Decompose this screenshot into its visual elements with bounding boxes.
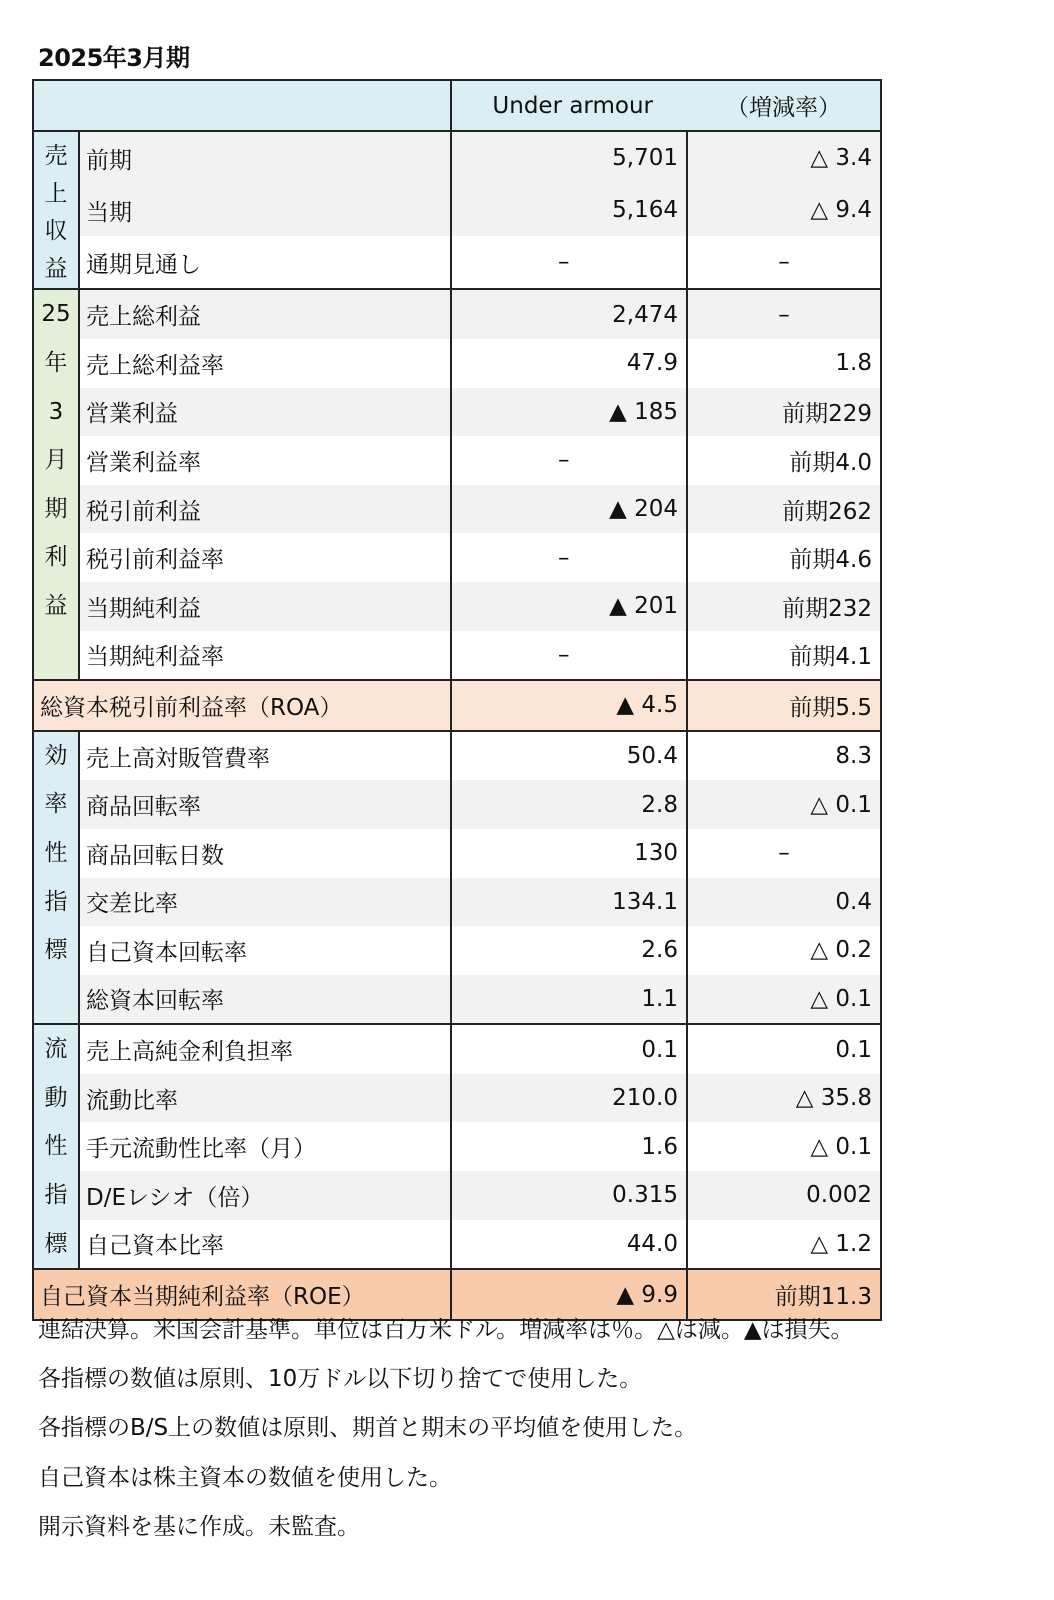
row-label: 手元流動性比率（月） bbox=[79, 1122, 451, 1171]
row-change: – bbox=[687, 289, 881, 339]
row-change: 前期232 bbox=[687, 582, 881, 631]
row-label: 交差比率 bbox=[79, 878, 451, 927]
row-label: 商品回転率 bbox=[79, 780, 451, 829]
row-change: △ 0.1 bbox=[687, 780, 881, 829]
row-label: 売上高純金利負担率 bbox=[79, 1024, 451, 1074]
row-change: – bbox=[687, 829, 881, 878]
row-value: 210.0 bbox=[451, 1074, 687, 1123]
section-label-revenue: 売 上 収 益 bbox=[33, 131, 79, 289]
row-value: 5,701 bbox=[451, 131, 687, 184]
table-row bbox=[33, 485, 881, 534]
table-row bbox=[33, 926, 881, 975]
row-change: △ 0.2 bbox=[687, 926, 881, 975]
row-value: – bbox=[451, 533, 687, 582]
table-row bbox=[33, 1122, 881, 1171]
row-change: 前期4.6 bbox=[687, 533, 881, 582]
roe-label: 自己資本当期純利益率（ROE） bbox=[33, 1269, 451, 1320]
row-change: 0.002 bbox=[687, 1171, 881, 1220]
row-label: 通期見通し bbox=[79, 236, 451, 289]
row-label: 税引前利益 bbox=[79, 485, 451, 534]
row-value: 130 bbox=[451, 829, 687, 878]
row-value: ▲ 185 bbox=[451, 388, 687, 437]
row-change: 前期229 bbox=[687, 388, 881, 437]
footnote: 開示資料を基に作成。未監査。 bbox=[38, 1513, 360, 1540]
table-row bbox=[33, 582, 881, 631]
row-value: 47.9 bbox=[451, 339, 687, 388]
table-row bbox=[33, 1074, 881, 1123]
row-label: 当期純利益率 bbox=[79, 631, 451, 681]
row-label: 営業利益 bbox=[79, 388, 451, 437]
table-row bbox=[33, 289, 881, 339]
row-value: 2.6 bbox=[451, 926, 687, 975]
table-row bbox=[33, 339, 881, 388]
row-value: ▲ 204 bbox=[451, 485, 687, 534]
financial-table bbox=[32, 79, 882, 1321]
roa-label: 総資本税引前利益率（ROA） bbox=[33, 680, 451, 731]
row-label: 自己資本回転率 bbox=[79, 926, 451, 975]
header-change: （増減率） bbox=[687, 80, 881, 131]
table-row bbox=[33, 184, 881, 236]
row-change: △ 3.4 bbox=[687, 131, 881, 184]
row-change: 前期4.1 bbox=[687, 631, 881, 681]
footnote: 連結決算。米国会計基準。単位は百万米ドル。増減率は％。△は減。▲は損失。 bbox=[38, 1317, 854, 1343]
row-label: D/Eレシオ（倍） bbox=[79, 1171, 451, 1220]
row-value: 2.8 bbox=[451, 780, 687, 829]
table-row bbox=[33, 780, 881, 829]
row-value: 50.4 bbox=[451, 731, 687, 781]
row-value: 0.1 bbox=[451, 1024, 687, 1074]
row-change: 0.1 bbox=[687, 1024, 881, 1074]
table-row bbox=[33, 1220, 881, 1270]
table-row bbox=[33, 829, 881, 878]
row-value: 2,474 bbox=[451, 289, 687, 339]
row-change: – bbox=[687, 236, 881, 289]
row-label: 自己資本比率 bbox=[79, 1220, 451, 1270]
row-label: 前期 bbox=[79, 131, 451, 184]
header-company: Under armour bbox=[451, 80, 687, 131]
row-change: 前期4.0 bbox=[687, 436, 881, 485]
table-row bbox=[33, 1171, 881, 1220]
roa-value: ▲ 4.5 bbox=[451, 680, 687, 731]
row-value: ▲ 201 bbox=[451, 582, 687, 631]
row-label: 当期 bbox=[79, 184, 451, 236]
row-change: 8.3 bbox=[687, 731, 881, 781]
row-label: 税引前利益率 bbox=[79, 533, 451, 582]
roa-change: 前期5.5 bbox=[687, 680, 881, 731]
row-label: 総資本回転率 bbox=[79, 975, 451, 1025]
roa-row bbox=[33, 680, 881, 731]
row-label: 商品回転日数 bbox=[79, 829, 451, 878]
table-row bbox=[33, 631, 881, 681]
row-value: – bbox=[451, 631, 687, 681]
row-label: 売上総利益 bbox=[79, 289, 451, 339]
table-row bbox=[33, 436, 881, 485]
row-value: 1.6 bbox=[451, 1122, 687, 1171]
row-label: 売上高対販管費率 bbox=[79, 731, 451, 781]
row-value: – bbox=[451, 436, 687, 485]
row-change: △ 0.1 bbox=[687, 975, 881, 1025]
table-row bbox=[33, 1024, 881, 1074]
row-value: 44.0 bbox=[451, 1220, 687, 1270]
section-label-profit: 25 年 3 月 期 利 益 bbox=[33, 289, 79, 680]
row-label: 営業利益率 bbox=[79, 436, 451, 485]
row-change: △ 9.4 bbox=[687, 184, 881, 236]
row-change: △ 35.8 bbox=[687, 1074, 881, 1123]
row-label: 当期純利益 bbox=[79, 582, 451, 631]
row-value: 5,164 bbox=[451, 184, 687, 236]
footnote: 各指標の数値は原則、10万ドル以下切り捨てで使用した。 bbox=[38, 1366, 643, 1393]
row-value: 134.1 bbox=[451, 878, 687, 927]
header-blank-cell bbox=[33, 80, 451, 131]
table-row bbox=[33, 533, 881, 582]
table-row bbox=[33, 388, 881, 437]
page-title: 2025年3月期 bbox=[38, 44, 190, 72]
table-row bbox=[33, 975, 881, 1025]
table-row bbox=[33, 131, 881, 184]
row-change: △ 0.1 bbox=[687, 1122, 881, 1171]
roe-value: ▲ 9.9 bbox=[451, 1269, 687, 1320]
footnotes bbox=[38, 1306, 854, 1552]
table-header bbox=[33, 80, 881, 131]
table-row bbox=[33, 878, 881, 927]
row-change: 1.8 bbox=[687, 339, 881, 388]
row-value: 1.1 bbox=[451, 975, 687, 1025]
row-value: – bbox=[451, 236, 687, 289]
row-change: 0.4 bbox=[687, 878, 881, 927]
row-change: 前期262 bbox=[687, 485, 881, 534]
section-label-liquidity: 流 動 性 指 標 bbox=[33, 1024, 79, 1269]
table-row bbox=[33, 236, 881, 289]
row-label: 売上総利益率 bbox=[79, 339, 451, 388]
footnote: 自己資本は株主資本の数値を使用した。 bbox=[38, 1464, 452, 1491]
footnote: 各指標のB/S上の数値は原則、期首と期末の平均値を使用した。 bbox=[38, 1415, 698, 1442]
roe-change: 前期11.3 bbox=[687, 1269, 881, 1320]
row-change: △ 1.2 bbox=[687, 1220, 881, 1270]
row-label: 流動比率 bbox=[79, 1074, 451, 1123]
section-label-efficiency: 効 率 性 指 標 bbox=[33, 731, 79, 1025]
row-value: 0.315 bbox=[451, 1171, 687, 1220]
table-row bbox=[33, 731, 881, 781]
